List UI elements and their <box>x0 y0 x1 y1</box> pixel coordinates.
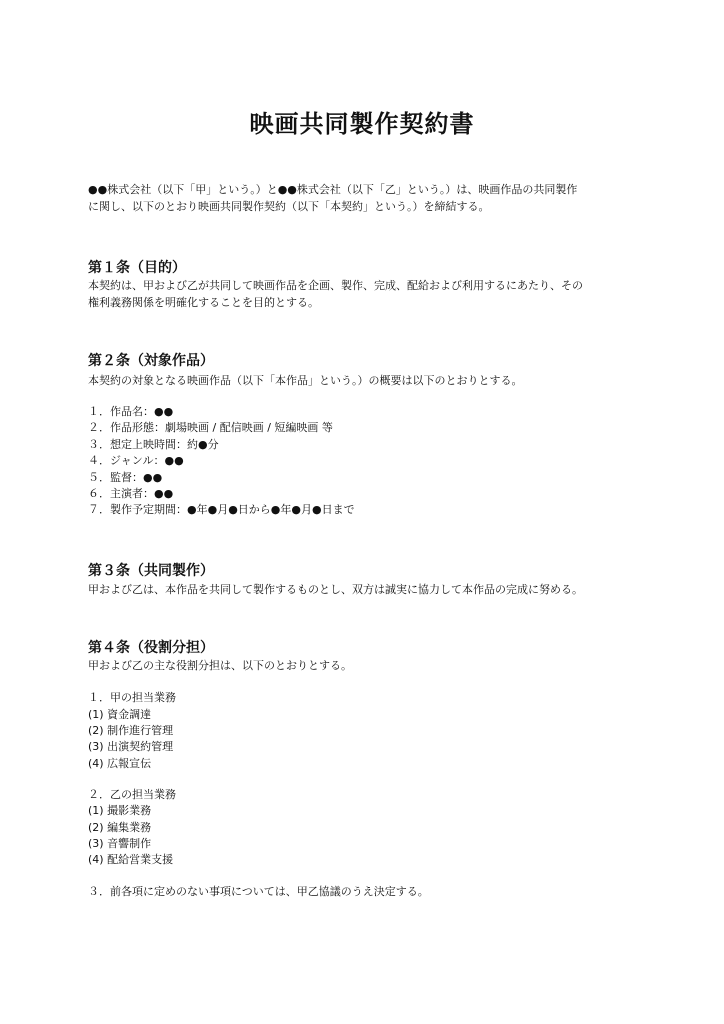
article-4-item: (3) 出演契約管理 <box>88 740 174 753</box>
article-3-heading: 第３条（共同製作） <box>88 563 214 579</box>
article-4-item: (4) 配給営業支援 <box>88 853 174 866</box>
article-1-text: 権利義務関係を明確化することを目的とする。 <box>88 296 319 309</box>
article-1-heading: 第１条（目的） <box>88 260 186 276</box>
article-2-item: ５．監督：●● <box>88 471 163 484</box>
article-4-item: (1) 撮影業務 <box>88 804 152 817</box>
article-2-heading: 第２条（対象作品） <box>88 353 214 369</box>
preamble-line: ●●株式会社（以下「甲」という。）と●●株式会社（以下「乙」という。）は、映画作品の共同製作 <box>88 183 578 196</box>
article-2-item: １．作品名：●● <box>88 405 174 418</box>
document-title: 映画共同製作契約書 <box>249 110 475 138</box>
article-4-group1-title: １．甲の担当業務 <box>88 691 176 704</box>
article-4-item: (2) 制作進行管理 <box>88 724 174 737</box>
article-2-item: ２．作品形態：劇場映画 / 配信映画 / 短編映画 等 <box>88 421 333 434</box>
article-2-item: ７．製作予定期間：●年●月●日から●年●月●日まで <box>88 503 355 516</box>
article-2-intro: 本契約の対象となる映画作品（以下「本作品」という。）の概要は以下のとおりとする。 <box>88 374 523 387</box>
article-2-item: ４．ジャンル：●● <box>88 454 184 467</box>
article-2-item: ３．想定上映時間：約●分 <box>88 438 219 451</box>
article-4-closing: ３．前各項に定めのない事項については、甲乙協議のうえ決定する。 <box>88 885 429 898</box>
article-3-text: 甲および乙は、本作品を共同して製作するものとし、双方は誠実に協力して本作品の完成に努める。 <box>88 583 583 596</box>
article-4-item: (3) 音響制作 <box>88 837 152 850</box>
article-4-item: (2) 編集業務 <box>88 821 152 834</box>
article-1-text: 本契約は、甲および乙が共同して映画作品を企画、製作、完成、配給および利用するにあたり、その <box>88 279 583 292</box>
article-2-item: ６．主演者：●● <box>88 487 174 500</box>
article-4-intro: 甲および乙の主な役割分担は、以下のとおりとする。 <box>88 659 352 672</box>
article-4-heading: 第４条（役割分担） <box>88 640 214 656</box>
preamble-line: に関し、以下のとおり映画共同製作契約（以下「本契約」という。）を締結する。 <box>88 200 490 213</box>
article-4-group2-title: ２．乙の担当業務 <box>88 788 176 801</box>
article-4-item: (1) 資金調達 <box>88 708 152 721</box>
article-4-item: (4) 広報宣伝 <box>88 757 152 770</box>
